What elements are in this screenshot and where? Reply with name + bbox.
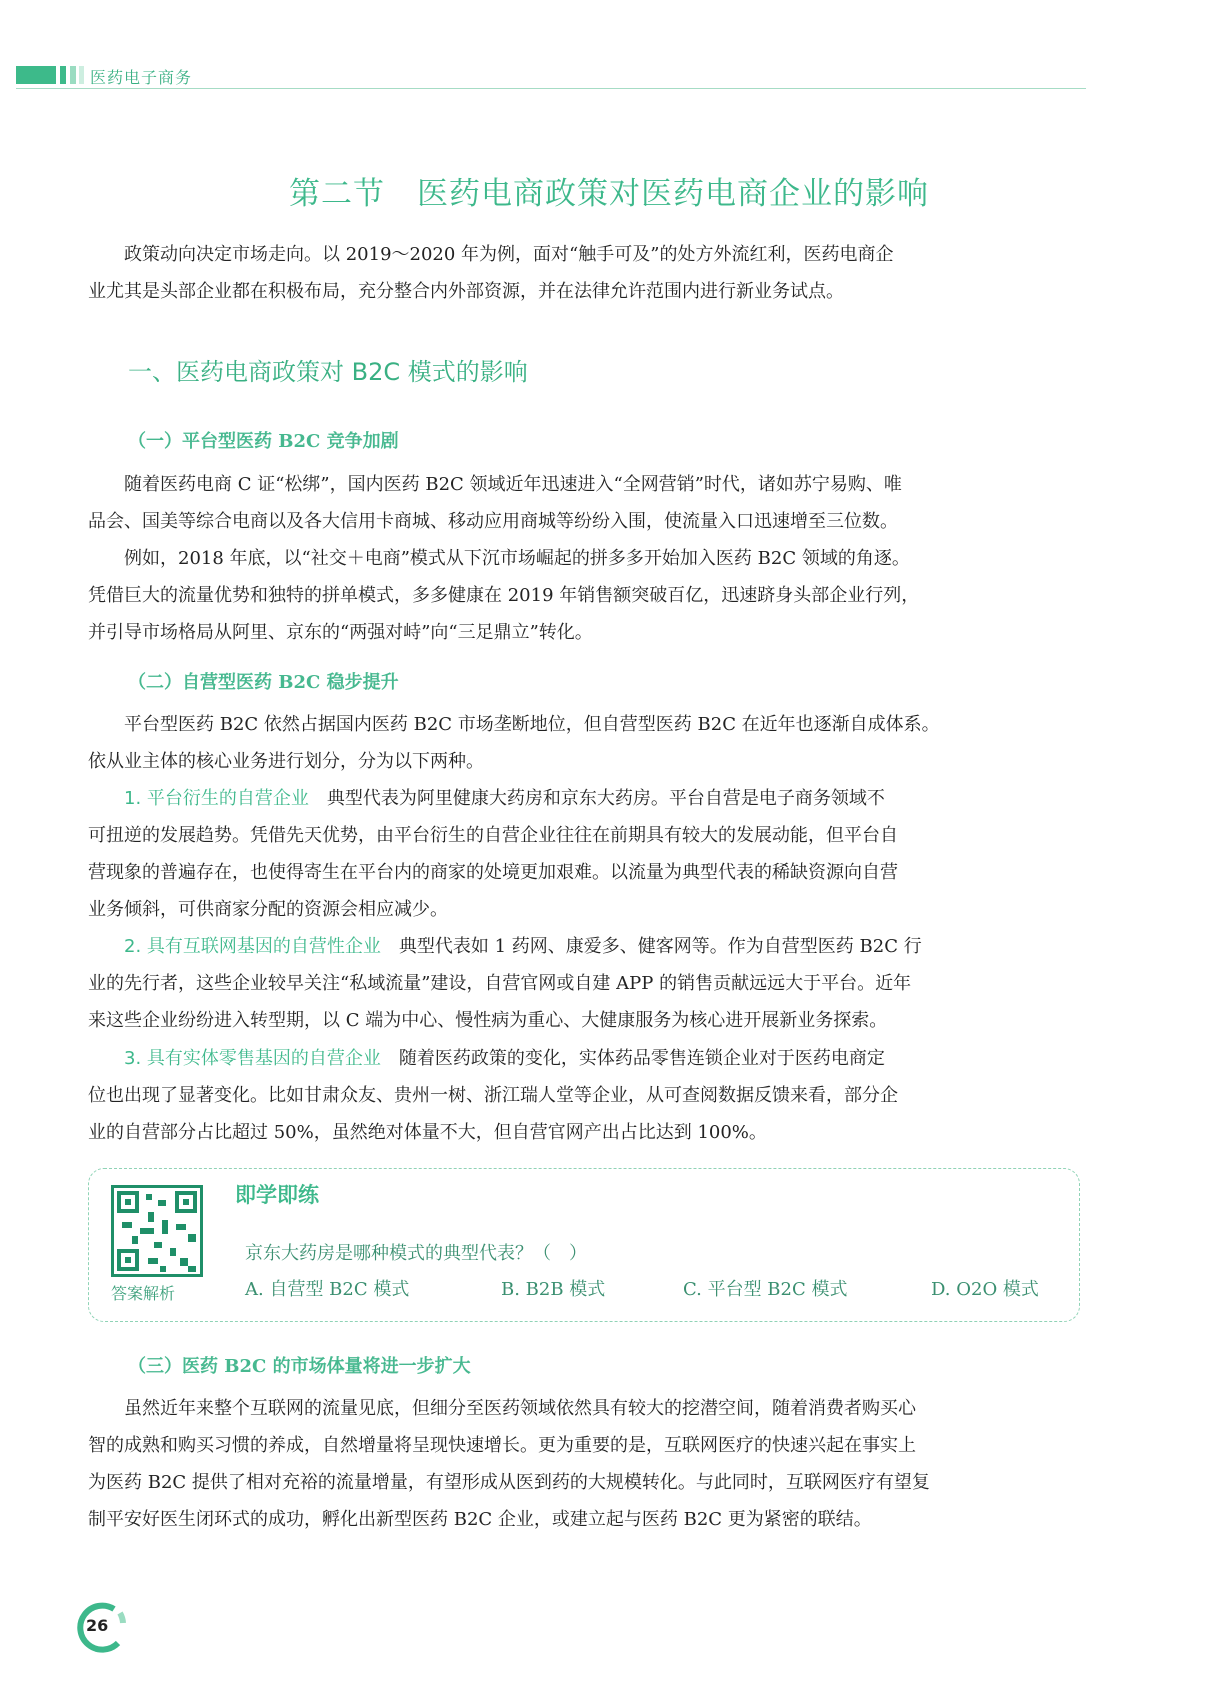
- text-line: 随着医药电商 C 证“松绑”，国内医药 B2C 领域近年迅速进入“全网营销”时代，诸如苏宁易购、唯: [124, 474, 902, 495]
- item-lead: 1. 平台衍生的自营企业: [124, 788, 309, 809]
- qr-module: [140, 1228, 154, 1234]
- practice-box: [88, 1168, 1080, 1322]
- text-line: 平台型医药 B2C 依然占据国内医药 B2C 市场垄断地位，但自营型医药 B2C 在近年也逐渐自成体系。: [124, 714, 940, 735]
- paragraph: [88, 466, 1078, 540]
- subheading-1: （一）平台型医药 B2C 竞争加剧: [128, 431, 399, 452]
- text-line: 智的成熟和购买习惯的养成，自然增量将呈现快速增长。更为重要的是，互联网医疗的快速兴起在事实上: [88, 1435, 916, 1456]
- qr-finder: [117, 1249, 139, 1271]
- header-decoration-bar: [60, 66, 66, 84]
- text-line: 并引导市场格局从阿里、京东的“两强对峙”向“三足鼎立”转化。: [88, 622, 593, 643]
- qr-module: [188, 1234, 196, 1242]
- running-header: [16, 60, 1086, 90]
- answer-analysis-link[interactable]: 答案解析: [111, 1284, 176, 1303]
- practice-question: 京东大药房是哪种模式的典型代表？（ ）: [245, 1243, 587, 1264]
- qr-module: [148, 1212, 154, 1222]
- qr-module: [146, 1194, 152, 1200]
- text-line: 可扭逆的发展趋势。凭借先天优势，由平台衍生的自营企业往往在前期具有较大的发展动能，但平台自: [88, 825, 898, 846]
- qr-module: [180, 1258, 188, 1266]
- text-line: 依从业主体的核心业务进行划分，分为以下两种。: [88, 751, 484, 772]
- list-item: [88, 780, 1078, 928]
- section-title: 第二节 医药电商政策对医药电商企业的影响: [289, 176, 929, 212]
- qr-module: [122, 1222, 132, 1228]
- subheading-3: （三）医药 B2C 的市场体量将进一步扩大: [128, 1356, 471, 1377]
- option-a: A. 自营型 B2C 模式: [245, 1279, 410, 1300]
- qr-finder: [117, 1191, 139, 1213]
- text-line: 制平安好医生闭环式的成功，孵化出新型医药 B2C 企业，或建立起与医药 B2C 更为紧密的联结。: [88, 1509, 872, 1530]
- text-line: 业尤其是头部企业都在积极布局，充分整合内外部资源，并在法律允许范围内进行新业务试点。: [88, 281, 844, 302]
- text-line: 来这些企业纷纷进入转型期，以 C 端为中心、慢性病为重心、大健康服务为核心进开展新业务探索。: [88, 1010, 888, 1031]
- text-line: 为医药 B2C 提供了相对充裕的流量增量，有望形成从医到药的大规模转化。与此同时，互联网医疗有望复: [88, 1472, 930, 1493]
- text-line: 业的先行者，这些企业较早关注“私域流量”建设，自营官网或自建 APP 的销售贡献远远大于平台。近年: [88, 973, 912, 994]
- list-item: [88, 1040, 1078, 1151]
- heading-1: 一、医药电商政策对 B2C 模式的影响: [128, 358, 528, 386]
- qr-module: [158, 1200, 166, 1206]
- text-line: 3. 具有实体零售基因的自营企业 随着医药政策的变化，实体药品零售连锁企业对于医药电商定: [124, 1048, 885, 1069]
- paragraph: [88, 540, 1078, 651]
- text-line: 1. 平台衍生的自营企业 典型代表为阿里健康大药房和京东大药房。平台自营是电子商务领域不: [124, 788, 885, 809]
- text-line: 政策动向决定市场走向。以 2019～2020 年为例，面对“触手可及”的处方外流红利，医药电商企: [124, 244, 894, 265]
- text-line: 虽然近年来整个互联网的流量见底，但细分至医药领域依然具有较大的挖潜空间，随着消费者购买心: [124, 1398, 916, 1419]
- qr-module: [160, 1266, 166, 1272]
- text-line: 2. 具有互联网基因的自营性企业 典型代表如 1 药网、康爱多、健客网等。作为自营型医药 B2C 行: [124, 936, 922, 957]
- practice-title: 即学即练: [235, 1183, 319, 1207]
- qr-finder: [175, 1191, 197, 1213]
- text-line: 品会、国美等综合电商以及各大信用卡商城、移动应用商城等纷纷入围，使流量入口迅速增至三位数。: [88, 511, 898, 532]
- header-decoration-bar: [70, 66, 76, 84]
- qr-module: [154, 1242, 162, 1248]
- item-lead: 3. 具有实体零售基因的自营企业: [124, 1048, 381, 1069]
- header-decoration-bar: [16, 66, 56, 84]
- qr-module: [176, 1224, 186, 1230]
- option-d: D. O2O 模式: [931, 1279, 1039, 1300]
- text-line: 业的自营部分占比超过 50%，虽然绝对体量不大，但自营官网产出占比达到 100%。: [88, 1122, 767, 1143]
- option-c: C. 平台型 B2C 模式: [683, 1279, 848, 1300]
- qr-module: [162, 1220, 168, 1234]
- item-lead: 2. 具有互联网基因的自营性企业: [124, 936, 381, 957]
- qr-module: [148, 1258, 158, 1264]
- text-line: 位也出现了显著变化。比如甘肃众友、贵州一树、浙江瑞人堂等企业，从可查阅数据反馈来看，部分企: [88, 1085, 898, 1106]
- qr-code-icon[interactable]: [111, 1185, 203, 1277]
- running-header-title: 医药电子商务: [90, 68, 193, 87]
- page-number: 26: [86, 1616, 109, 1635]
- header-rule: [16, 88, 1086, 89]
- header-decoration-bar: [79, 66, 84, 84]
- list-item: [88, 928, 1078, 1039]
- qr-module: [170, 1248, 176, 1256]
- subheading-2: （二）自营型医药 B2C 稳步提升: [128, 672, 399, 693]
- option-b: B. B2B 模式: [501, 1279, 606, 1300]
- intro-paragraph: [88, 236, 1078, 310]
- text-line: 例如，2018 年底，以“社交＋电商”模式从下沉市场崛起的拼多多开始加入医药 B2C 领域的角逐。: [124, 548, 910, 569]
- qr-module: [188, 1266, 196, 1272]
- text-line: 凭借巨大的流量优势和独特的拼单模式，多多健康在 2019 年销售额突破百亿，迅速跻身头部企业行列，: [88, 585, 920, 606]
- text-line: 营现象的普遍存在，也使得寄生在平台内的商家的处境更加艰难。以流量为典型代表的稀缺资源向自营: [88, 862, 898, 883]
- paragraph: [88, 1390, 1078, 1538]
- text-line: 业务倾斜，可供商家分配的资源会相应减少。: [88, 899, 448, 920]
- paragraph: [88, 706, 1078, 780]
- qr-module: [132, 1236, 138, 1244]
